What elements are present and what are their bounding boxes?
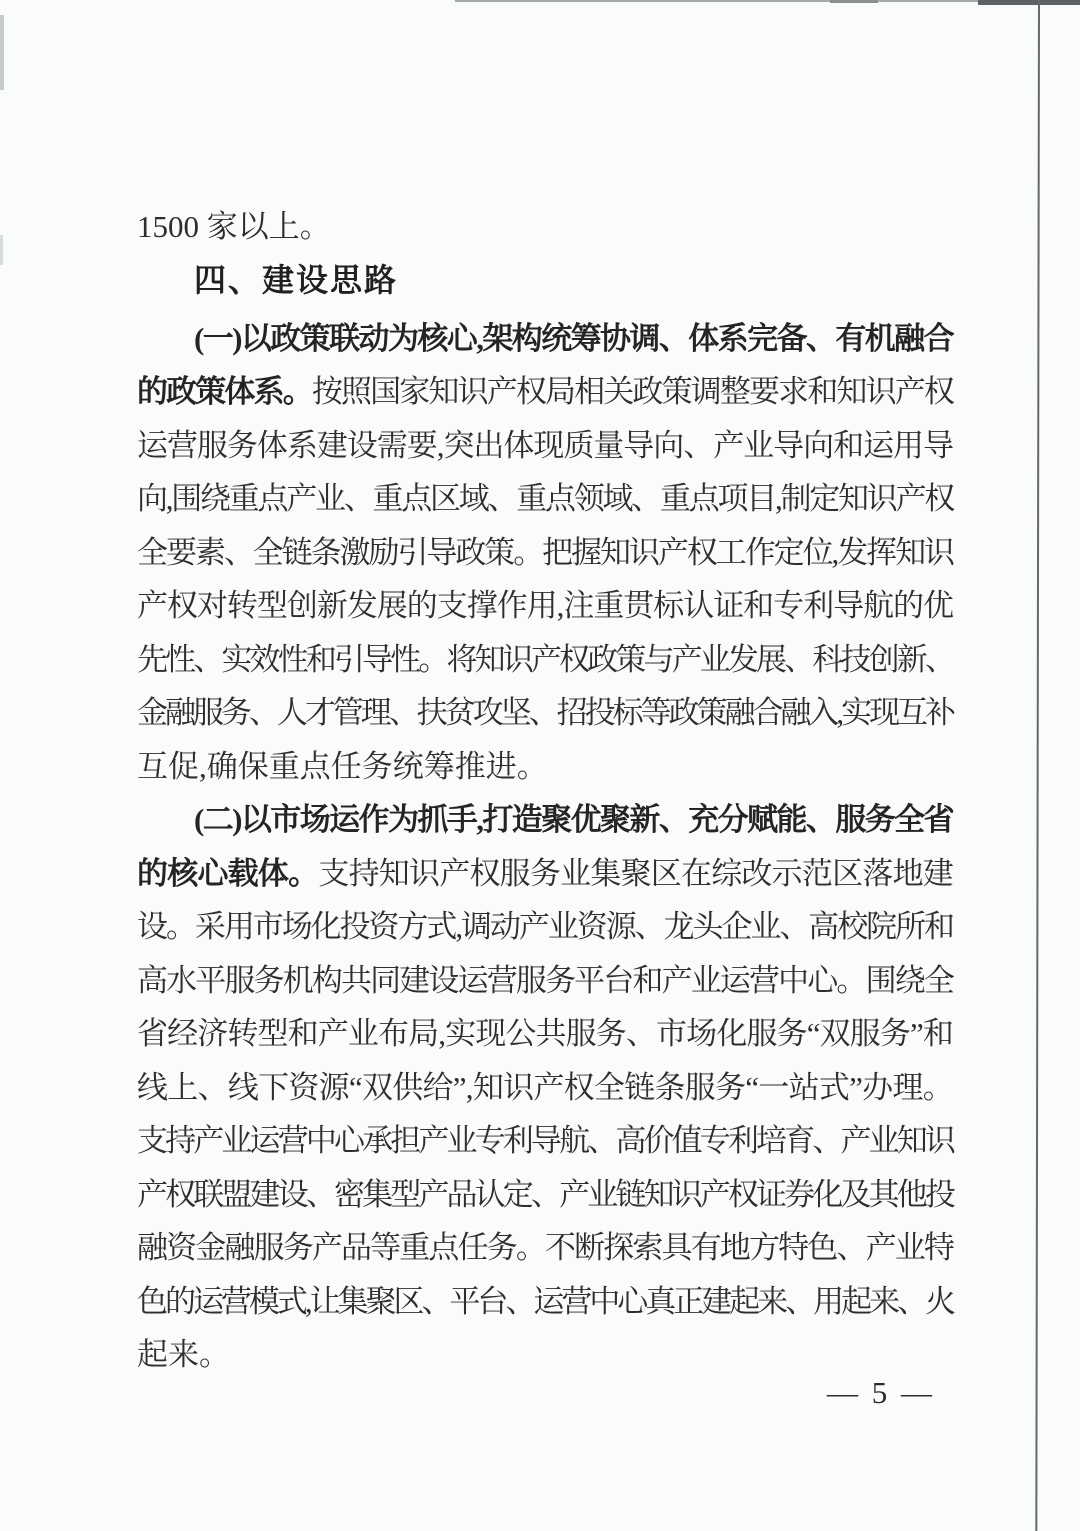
- paragraph-end-line: [137, 740, 953, 794]
- paragraph-lead: 的政策体系。: [137, 374, 312, 409]
- text-line: [137, 1114, 953, 1168]
- text-line: [137, 365, 953, 419]
- line-text: 高水平服务机构共同建设运营服务平台和产业运营中心。围绕全: [137, 962, 953, 998]
- text-line: [137, 1061, 953, 1115]
- text-line: [137, 686, 953, 740]
- paragraph-end-line: 1500 家以上。: [137, 209, 331, 244]
- scan-artifact-vertical-line: [1035, 0, 1040, 1531]
- text-line: [137, 847, 953, 901]
- text-line: [137, 472, 953, 526]
- scan-artifact-left-smudge: [0, 235, 3, 265]
- line-text: 先性、实效性和引导性。将知识产权政策与产业发展、科技创新、: [137, 641, 953, 677]
- paragraph-lead: 的核心载体。: [137, 855, 319, 891]
- line-text: 支持产业运营中心承担产业专利导航、高价值专利培育、产业知识: [137, 1123, 953, 1158]
- scan-artifact-left-smudge: [0, 15, 4, 90]
- text-line: [137, 419, 953, 473]
- text-line: [137, 312, 953, 366]
- text-line: [137, 1221, 953, 1275]
- text-line: [137, 633, 953, 687]
- line-text: 产权联盟建设、密集型产品认定、产业链知识产权证券化及其他投: [137, 1176, 953, 1212]
- text-line: [137, 1007, 953, 1061]
- line-text: 设。采用市场化投资方式,调动产业资源、龙头企业、高校院所和: [137, 909, 953, 944]
- line-text: 色的运营模式,让集聚区、平台、运营中心真正建起来、用起来、火: [137, 1283, 953, 1319]
- paragraph-end-line: [137, 1328, 953, 1382]
- page-number: — 5 —: [827, 1375, 935, 1410]
- line-text: 向,围绕重点产业、重点区域、重点领域、重点项目,制定知识产权: [137, 481, 953, 516]
- line-text: 按照国家知识产权局相关政策调整要求和知识产权: [311, 374, 954, 409]
- scan-artifact-top-marks: [830, 0, 878, 3]
- text-line: [137, 793, 953, 847]
- section-heading: 四、建设思路: [194, 261, 399, 298]
- line-text: 线上、线下资源“双供给”,知识产权全链条服务“一站式”办理。: [137, 1069, 953, 1105]
- paragraph-lead: (一)以政策联动为核心,架构统筹协调、体系完备、有机融合: [194, 320, 953, 356]
- scan-artifact-top-line: [455, 0, 985, 2]
- line-text: 全要素、全链条激励引导政策。把握知识产权工作定位,发挥知识: [137, 534, 953, 570]
- text-line: [137, 1168, 953, 1222]
- scan-artifact-top-bar: [978, 0, 1080, 5]
- line-text: 融资金融服务产品等重点任务。不断探索具有地方特色、产业特: [137, 1230, 953, 1265]
- line-text: 产权对转型创新发展的支撑作用,注重贯标认证和专利导航的优: [137, 588, 953, 623]
- document-text-column: [137, 200, 953, 1382]
- line-text: 支持知识产权服务业集聚区在综改示范区落地建: [318, 855, 954, 891]
- text-line: [137, 900, 953, 954]
- line-text: 运营服务体系建设需要,突出体现质量导向、产业导向和运用导: [137, 427, 953, 463]
- line-text: 省经济转型和产业布局,实现公共服务、市场化服务“双服务”和: [137, 1016, 953, 1051]
- line-text: 金融服务、人才管理、扶贫攻坚、招投标等政策融合融入,实现互补: [137, 695, 953, 730]
- text-line: [137, 954, 953, 1008]
- line-text: 起来。: [137, 1337, 230, 1372]
- line-text: 互促,确保重点任务统筹推进。: [137, 748, 548, 784]
- text-line: [137, 526, 953, 580]
- text-line: [137, 579, 953, 633]
- paragraph-lead: (二)以市场运作为抓手,打造聚优聚新、充分赋能、服务全省: [194, 802, 953, 837]
- text-line: [137, 1275, 953, 1329]
